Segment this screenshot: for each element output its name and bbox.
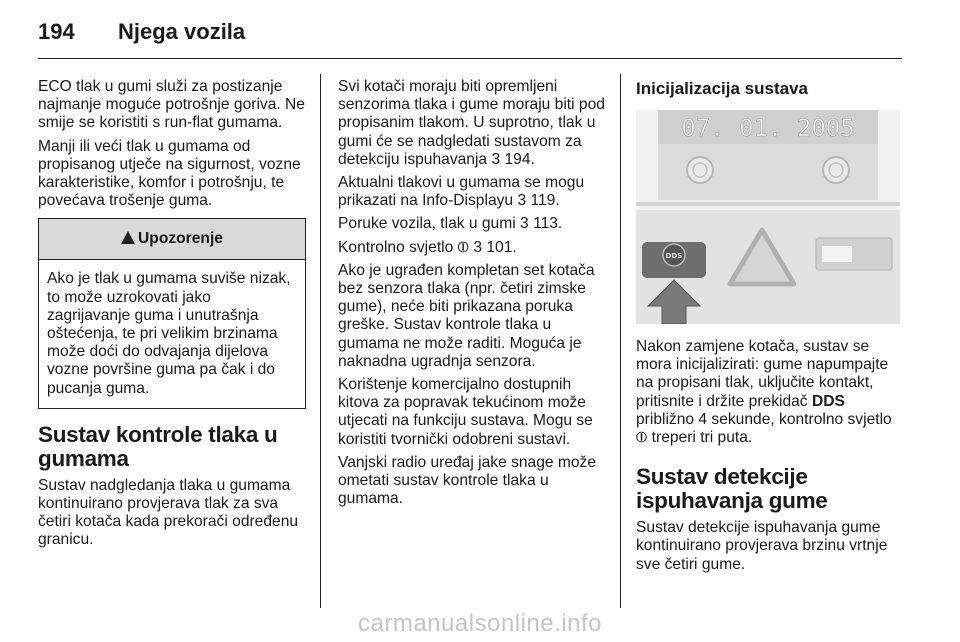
paragraph-tpms: Sustav nadgledanja tlaka u gumama kontinuirano provjerava tlak za sva četiri kotača kada prekorači određenu granicu. <box>38 476 299 549</box>
watermark: carmanualsonline.info <box>358 610 602 637</box>
dds-switch-label: DDS <box>811 392 845 410</box>
dds-button-label: DDS <box>665 252 683 260</box>
paragraph-messages: Poruke vozila, tlak u gumi 3 113. <box>338 215 563 233</box>
tpms-lamp-icon: ⦶ <box>636 429 648 447</box>
paragraph-init: Nakon zamjene kotača, sustav se mora inicijalizirati: gume napumpajte na propisani tlak, uključite kontakt, pritisnite i držite prekidač DDS približno 4 sekunde, kontrolno svjetlo ⦶ treperi tri puta. <box>636 338 892 447</box>
tpms-lamp-icon: ⦶ <box>457 238 469 256</box>
warning-triangle-icon <box>121 231 135 244</box>
paragraph-repair-kits: Korištenje komercijalno dostupnih kitova za popravak tekućinom može utjecati na funkciju sustava. Mogu se koristiti tvornički odobreni sustavi. <box>338 376 593 448</box>
section-heading-deflation: Sustav detekcije ispuhavanja gume <box>636 464 828 514</box>
paragraph-no-sensors: Ako je ugrađen kompletan set kotača bez senzora tlaka (npr. četiri zimske gume), neće biti prikazana poruka greške. Sustav kontrole tlaka u gumama ne može raditi. Moguća je naknadna ugradnja senzora. <box>338 261 595 370</box>
page-number: 194 <box>38 19 75 44</box>
paragraph-warning-lamp: Kontrolno svjetlo ⦶ 3 101. <box>338 238 517 256</box>
column-3 <box>636 78 906 579</box>
ref-arrow-icon: 3 <box>491 150 501 168</box>
dashboard-dds-illustration <box>636 110 900 324</box>
section-heading-init: Inicijalizacija sustava <box>636 79 808 98</box>
paragraph-info-display: Aktualni tlakovi u gumama se mogu prikazati na Info-Displayu 3 119. <box>338 174 585 210</box>
column-divider-1 <box>320 74 321 608</box>
page-header <box>38 14 245 50</box>
ref-arrow-icon: 3 <box>520 215 529 233</box>
dashboard-svg <box>636 110 900 324</box>
header-rule <box>38 58 902 59</box>
paragraph-eco: ECO tlak u gumi služi za postizanje najmanje moguće potrošnje goriva. Ne smije se koristiti s run-flat gumama. <box>38 78 305 132</box>
paragraph-deflation: Sustav detekcije ispuhavanja gume kontinuirano provjerava brzinu vrtnje sve četiri gume. <box>636 519 888 573</box>
column-divider-2 <box>620 74 621 608</box>
paragraph-sensors: Svi kotači moraju biti opremljeni senzorima tlaka i gume moraju biti pod propisanim tlakom. U suprotno, tlak u gumi će se nadgledati sustavom za detekciju ispuhavanja 3 194. <box>338 78 605 168</box>
section-heading-tpms: Sustav kontrole tlaka u gumama <box>38 421 278 471</box>
column-2 <box>338 78 608 513</box>
ref-arrow-icon: 3 <box>517 192 527 210</box>
warning-header <box>39 219 305 260</box>
column-1 <box>38 78 306 555</box>
paragraph-pressure: Manji ili veći tlak u gumama od propisanog utječe na sigurnost, vozne karakteristike, komfor i potrošnju, te povećava trošenje guma. <box>38 137 301 210</box>
chapter-title: Njega vozila <box>118 19 246 44</box>
warning-title: Upozorenje <box>138 230 223 248</box>
paragraph-radio: Vanjski radio uređaj jake snage može ometati sustav kontrole tlaka u gumama. <box>338 453 597 508</box>
warning-box <box>38 218 306 408</box>
ref-arrow-icon: 3 <box>473 238 482 256</box>
warning-text: Ako je tlak u gumama suviše nizak, to može uzrokovati jako zagrijavanje guma i unutrašnja oštećenja, te pri velikim brzinama može doći do odvajanja dijelova vozne površine guma pa čak i do pucanja guma. <box>47 270 291 397</box>
dashboard-display-text: 07. 01. 2005 <box>681 114 855 142</box>
